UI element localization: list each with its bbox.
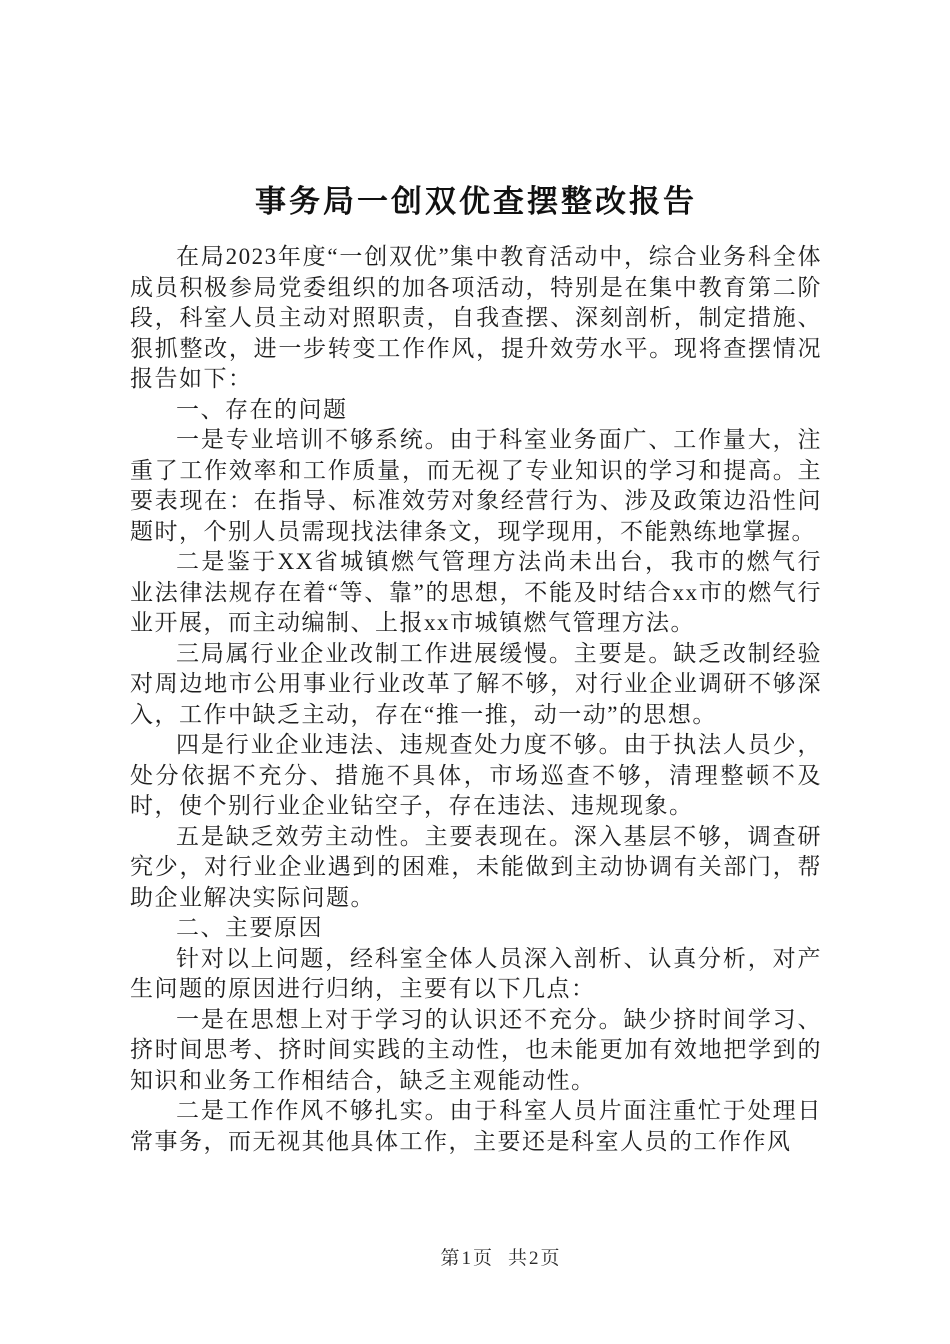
page-number-label: 第1页 [440, 1248, 494, 1269]
document-title: 事务局一创双优查摆整改报告 [255, 184, 697, 219]
paragraph-causes-intro: 针对以上问题，经科室全体人员深入剖析、认真分析，对产生问题的原因进行归纳，主要有以下几点： [130, 945, 822, 1001]
paragraph-problem-2: 二是鉴于XX省城镇燃气管理方法尚未出台，我市的燃气行业法律法规存在着“等、靠”的思想，不能及时结合xx市的燃气行业开展，而主动编制、上报xx市城镇燃气管理方法。 [130, 549, 822, 635]
section-heading-causes: 二、主要原因 [176, 915, 323, 940]
paragraph-cause-2: 二是工作作风不够扎实。由于科室人员片面注重忙于处理日常事务，而无视其他具体工作，主要还是科室人员的工作作风 [130, 1098, 822, 1154]
section-heading-problems: 一、存在的问题 [176, 396, 348, 422]
page-footer [0, 1243, 950, 1270]
paragraph-problem-4: 四是行业企业违法、违规查处力度不够。由于执法人员少，处分依据不充分、措施不具体，市场巡查不够，清理整顿不及时，使个别行业企业钻空子，存在违法、违规现象。 [130, 732, 822, 818]
paragraph-problem-5: 五是缺乏效劳主动性。主要表现在。深入基层不够，调查研究少，对行业企业遇到的困难，未能做到主动协调有关部门，帮助企业解决实际问题。 [130, 823, 822, 910]
paragraph-cause-1: 一是在思想上对于学习的认识还不充分。缺少挤时间学习、挤时间思考、挤时间实践的主动性，也未能更加有效地把学到的知识和业务工作相结合，缺乏主观能动性。 [130, 1006, 822, 1093]
paragraph-intro: 在局2023年度“一创双优”集中教育活动中，综合业务科全体成员积极参局党委组织的加各项活动，特别是在集中教育第二阶段，科室人员主动对照职责，自我查摆、深刻剖析，制定措施、狠抓整改，进一步转变工作作风，提升效劳水平。现将查摆情况报告如下： [130, 244, 822, 391]
document-body [130, 182, 822, 1157]
paragraph-problem-3: 三局属行业企业改制工作进展缓慢。主要是。缺乏改制经验对周边地市公用事业行业改革了解不够，对行业企业调研不够深入，工作中缺乏主动，存在“推一推，动一动”的思想。 [130, 640, 822, 727]
paragraph-problem-1: 一是专业培训不够系统。由于科室业务面广、工作量大，注重了工作效率和工作质量，而无视了专业知识的学习和提高。主要表现在：在指导、标准效劳对象经营行为、涉及政策边沿性问题时，个别人员需现找法律条文，现学现用，不能熟练地掌握。 [130, 427, 822, 544]
pages-total-label: 共2页 [508, 1248, 562, 1269]
